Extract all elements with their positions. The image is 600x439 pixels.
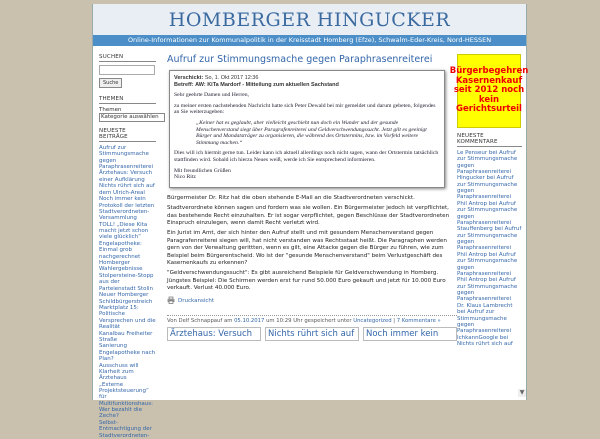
comment-link[interactable]: Le Penseur bei Aufruf zur Stimmungsmache gegen Paraphrasenreiterei <box>457 150 518 175</box>
email-screenshot <box>169 70 445 188</box>
article-paragraph: Bürgermeister Dr. Ritz hat die oben stehende E-Mail an die Stadtverordneten verschickt. <box>167 194 415 201</box>
recent-post-link[interactable]: TOLL! „Diese Kita macht jetzt schon viele glücklich“ <box>99 221 149 241</box>
recent-posts-heading: NEUESTE BEITRÄGE <box>99 128 156 142</box>
article-paragraph: Stadtverordnete können sagen und fordern was sie wollen. Ein Bürgermeister jedoch ist verpflichtet, das bestehende Recht einzuhalten. Er ist sogar verpflichtet, gegen Beschlüsse der Stadtverordneten Einspruch einzulegen, wenn damit Recht verletzt wird. <box>167 205 450 226</box>
recent-post-link[interactable]: Noch immer kein Protokoll der letzten Stadtverordneten-Versammlung <box>99 196 155 222</box>
teaser-link[interactable]: Ärztehaus: Versuch <box>167 327 261 341</box>
recent-post-link[interactable]: Sanierung Engelapotheke nach Plan? <box>99 343 156 363</box>
print-link[interactable] <box>167 297 457 306</box>
article-paragraph: Ein Jurist im Amt, der sich hinter den Aufruf stellt und mit gesundem Menschenverstand gegen Paragrafenreiterei siegen will, hat nicht verstanden was Rechtsstaat heißt. Die Paragraphen werden gern von der Verwaltung gerittten, wenn es gilt, eine Attacke gegen die Bürger zu führen, wie zum Beispiel beim Bürgerentscheid. Wo ist der "gesunde Menschenverstand" beim Verlustgeschäft des Kasernenkaufs zu erkennen? <box>167 230 447 266</box>
comment-link[interactable]: Phil Antrop bei Aufruf zur Stimmungsmache gegen Paraphrasenreiterei <box>457 251 518 277</box>
post-meta <box>167 315 457 324</box>
email-quote: „Keiner hat es geglaubt, aber vielleicht geschieht nun doch ein Wunder und der gesunde Menschenverstand siegt über Paragrafenreiterei und Geldverschwendungssucht. Jetzt gilt es geeinigt Bürger und Mandatsträger zu organisieren, die während des Ortstermins, bzw. im Vorfeld weitere Stimmung machen.“ <box>196 119 427 146</box>
article-body <box>167 195 457 293</box>
recent-post-link[interactable]: Selbst-Entmachtigung der Stadtverordneten- <box>99 419 152 439</box>
right-sidebar <box>449 54 529 348</box>
recent-comments-list <box>457 150 522 347</box>
email-sent-value: So, 1. Okt 2017 12:36 <box>204 75 259 81</box>
print-label: Druckansicht <box>178 298 215 305</box>
email-header <box>174 75 440 88</box>
email-paragraph: zu meiner ersten nachstehenden Nachricht hatte sich Peter Dewald bei mir gemeldet und darum gebeten, folgendes an Sie weiterzugeben: <box>174 102 436 116</box>
recent-post-link[interactable]: Nichts rührt sich auf dem Ulrich-Areal <box>99 183 155 196</box>
printer-icon <box>167 297 175 306</box>
page <box>92 4 529 439</box>
comment-link[interactable]: Hingucker bei Aufruf zur Stimmungsmache gegen Paraphrasenreiterei <box>457 175 518 201</box>
recent-post-link[interactable]: Aufruf zur Stimmungsmache gegen Paraphrasenreiterei <box>99 145 154 170</box>
email-paragraph: Dies will ich hiermit gerne tun. Leider kann ich aktuell allerdings noch nicht sagen, wann der Ortstermin tatsächlich stattfinden wird. Sobald ich hierzu Neues weiß, werde ich Sie entsprechend informieren. <box>174 150 439 163</box>
comment-link[interactable]: Phil Antrop bei Aufruf zur Stimmungsmache gegen Paraphrasenreiterei <box>457 200 518 226</box>
meta-date[interactable]: 05.10.2017 <box>234 317 265 324</box>
meta-prefix: Von Delf Schnappauf am <box>167 317 233 324</box>
recent-post-link[interactable]: Homberger Wahlergebnisse <box>99 260 143 273</box>
recent-post-link[interactable]: Kanalbau Freiheiter Straße <box>99 330 153 343</box>
comments-heading: NEUESTE KOMMENTARE <box>457 133 522 147</box>
recent-post-link[interactable]: Neuer Homberger Schildbürgerstreich <box>99 292 153 305</box>
site-header <box>93 4 526 35</box>
recent-post-link[interactable]: Ärztehaus: Versuch einer Aufklärung <box>99 170 153 183</box>
category-select[interactable]: Kategorie auswählen <box>99 113 165 122</box>
meta-time: um 10:29 Uhr gespeichert unter <box>266 317 352 324</box>
comment-link[interactable]: Dr. Klaus Lambrecht bei Aufruf zur Stimmungsmache gegen Paraphrasenreiterei <box>457 302 513 335</box>
meta-comments[interactable]: 7 Kommentare » <box>396 317 441 324</box>
site-title[interactable]: HOMBERGER HINGUCKER <box>168 8 451 31</box>
email-closing: Mit freundlichen Grüßen <box>174 167 231 174</box>
related-teasers <box>167 327 457 341</box>
recent-posts-list <box>99 145 156 439</box>
comment-link[interactable]: Stauffenberg bei Aufruf zur Stimmungsmache gegen Paraphrasenreiterei <box>457 226 522 252</box>
main-content <box>167 54 457 341</box>
email-subject-value: AW: KiTa Mardorf - Mitteilung zum aktuellen Sachstand <box>195 81 339 88</box>
left-sidebar <box>99 54 159 439</box>
email-body <box>174 92 440 181</box>
search-input[interactable] <box>99 65 155 75</box>
themes-heading: THEMEN <box>99 96 156 104</box>
themes-label: Themen <box>99 107 122 113</box>
post-title[interactable]: Aufruf zur Stimmungsmache gegen Paraphrasenreiterei <box>167 54 433 65</box>
site-tagline: Online-Informationen zur Kommunalpolitik in der Kreisstadt Homberg (Efze), Schwalm-Eder-Kreis, Nord-HESSEN <box>93 35 526 46</box>
email-subject-label: Betreff: <box>174 81 194 88</box>
meta-category[interactable]: Uncategorized <box>353 317 392 324</box>
comment-link[interactable]: IchkannGoogle bei Nichts rührt sich auf <box>457 334 513 347</box>
recent-post-link[interactable]: Stolpersteine-Stopp aus der Parteienstadt Stolin <box>99 273 154 292</box>
recent-post-link[interactable]: Engelapotheke: Einmal grob nachgerechnet <box>99 240 142 260</box>
recent-post-link[interactable]: „Externe Projektsteuerung“ für Multifunktionshaus: Wer bezahlt die Zeche? <box>99 381 153 420</box>
teaser-link[interactable]: Nichts rührt sich auf <box>265 327 359 341</box>
search-button[interactable]: Suche <box>99 78 122 88</box>
scroll-down-arrow[interactable]: ▼ <box>519 389 525 396</box>
teaser-link[interactable]: Noch immer kein <box>363 327 457 341</box>
email-greeting: Sehr geehrte Damen und Herren, <box>174 92 250 99</box>
meta-separator: | <box>393 317 396 324</box>
email-signature: Nico Ritz <box>174 174 196 181</box>
campaign-banner[interactable]: Bürgerbegehren Kasernenkauf seit 2012 noch kein Gerichtsurteil <box>457 54 521 128</box>
search-heading: SUCHEN <box>99 54 156 62</box>
article-paragraph: "Geldverschwendungssucht": Es gibt ausreichend Beispiele für Geldverschwendung in Homberg. Jüngstes Beispiel: Die Schirmen werden erst fur rund 50.000 Euro gekauft und jetzt für 10.000 Euro verkauft. Verlust 40.000 Euro. <box>167 270 446 292</box>
recent-post-link[interactable]: Marktplatz 15: Politische Versprechen und die Realität <box>99 305 156 330</box>
recent-post-link[interactable]: Ausschuss will Klarheit zum Ärztehaus <box>99 362 139 382</box>
comment-link[interactable]: Phil Antrop bei Aufruf zur Stimmungsmache gegen Paraphrasenreiterei <box>457 277 518 303</box>
email-sent-label: Verschickt: <box>174 75 204 81</box>
